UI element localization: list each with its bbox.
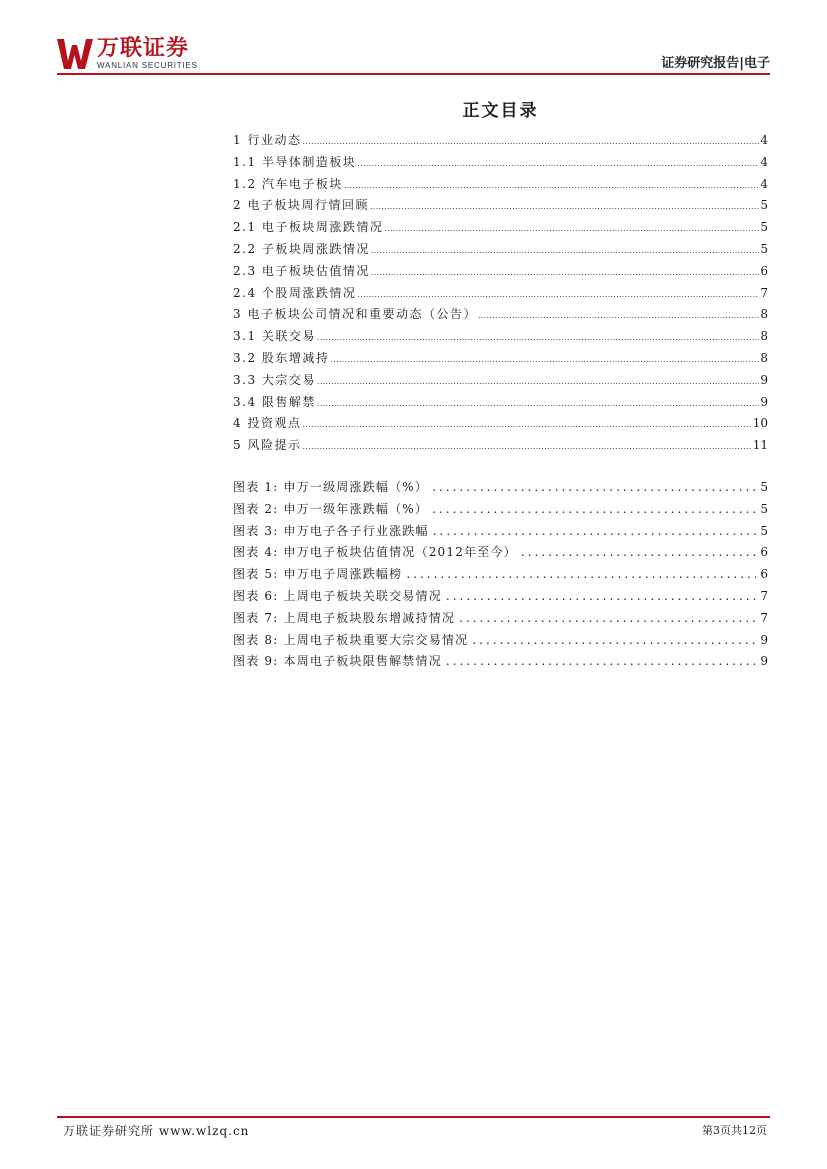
toc-entry-page: 8 <box>760 307 768 322</box>
table-of-contents <box>233 130 768 457</box>
figure-entry-page: 5 <box>760 501 768 516</box>
wanlian-logo-icon <box>57 37 93 71</box>
toc-entry[interactable] <box>233 370 768 392</box>
header-divider <box>57 73 770 75</box>
toc-entry[interactable] <box>233 304 768 326</box>
toc-entry[interactable] <box>233 174 768 196</box>
logo-english-name: WANLIAN SECURITIES <box>97 61 198 70</box>
toc-entry-page: 9 <box>760 394 768 409</box>
logo-chinese-name: 万联证券 <box>97 36 190 61</box>
footer-divider <box>57 1116 770 1118</box>
figure-entry-label: 图表 1: 申万一级周涨跌幅（%） <box>233 480 429 494</box>
figure-entry[interactable] <box>233 499 768 521</box>
leader-dots <box>446 586 756 608</box>
leader-dots <box>406 564 756 586</box>
figure-entry-page: 6 <box>760 567 768 582</box>
toc-entry[interactable] <box>233 195 768 217</box>
company-logo <box>57 36 198 72</box>
toc-entry[interactable] <box>233 239 768 261</box>
figure-entry-label: 图表 9: 本周电子板块限售解禁情况 <box>233 654 442 669</box>
figure-entry-label: 图表 7: 上周电子板块股东增减持情况 <box>233 610 456 625</box>
toc-entry-page: 6 <box>760 263 768 278</box>
figure-index <box>233 477 768 673</box>
toc-entry-page: 8 <box>760 350 768 365</box>
leader-dots <box>330 349 759 371</box>
toc-entry-page: 5 <box>760 241 768 256</box>
toc-entry-label: 3.4 限售解禁 <box>233 394 316 409</box>
figure-entry[interactable] <box>233 608 768 630</box>
figure-entry[interactable] <box>233 542 768 564</box>
leader-dots <box>384 218 759 240</box>
leader-dots <box>432 477 756 499</box>
toc-entry[interactable] <box>233 326 768 348</box>
figure-entry[interactable] <box>233 586 768 608</box>
toc-entry-label: 3.1 关联交易 <box>233 329 316 344</box>
leader-dots <box>302 414 751 436</box>
toc-entry-page: 4 <box>760 154 768 169</box>
toc-entry-label: 2.2 子板块周涨跌情况 <box>233 241 370 256</box>
leader-dots <box>478 305 759 327</box>
toc-entry-page: 4 <box>760 176 768 191</box>
toc-entry-label: 5 风险提示 <box>233 438 302 453</box>
toc-entry-label: 1 行业动态 <box>233 133 302 147</box>
figure-entry-label: 图表 8: 上周电子板块重要大宗交易情况 <box>233 632 469 647</box>
leader-dots <box>317 393 759 415</box>
figure-entry[interactable] <box>233 630 768 652</box>
toc-entry[interactable] <box>233 130 768 152</box>
toc-entry-label: 2 电子板块周行情回顾 <box>233 198 369 213</box>
leader-dots <box>472 630 756 652</box>
page-header <box>57 34 770 74</box>
leader-dots <box>459 608 756 630</box>
toc-entry[interactable] <box>233 413 768 435</box>
figure-entry-page: 9 <box>760 632 768 647</box>
toc-entry-label: 3.3 大宗交易 <box>233 372 316 387</box>
figure-entry-page: 7 <box>760 588 768 603</box>
toc-entry-page: 11 <box>752 438 768 453</box>
leader-dots <box>317 327 759 349</box>
figure-entry-page: 7 <box>760 610 768 625</box>
footer-institute: 万联证券研究所 www.wlzq.cn <box>63 1124 250 1138</box>
leader-dots <box>370 196 759 218</box>
toc-entry-page: 10 <box>752 416 768 431</box>
toc-entry[interactable] <box>233 217 768 239</box>
leader-dots <box>302 131 759 153</box>
toc-entry-label: 2.1 电子板块周涨跌情况 <box>233 220 384 235</box>
toc-entry[interactable] <box>233 435 768 457</box>
toc-entry-page: 5 <box>760 220 768 235</box>
page-number: 第3页共12页 <box>702 1124 767 1137</box>
leader-dots <box>371 262 759 284</box>
leader-dots <box>357 284 759 306</box>
figure-entry-page: 5 <box>760 480 768 494</box>
figure-entry-page: 5 <box>760 523 768 538</box>
toc-entry-label: 4 投资观点 <box>233 416 302 431</box>
figure-entry-label: 图表 6: 上周电子板块关联交易情况 <box>233 588 442 603</box>
toc-entry[interactable] <box>233 392 768 414</box>
toc-entry[interactable] <box>233 348 768 370</box>
leader-dots <box>317 371 759 393</box>
leader-dots <box>432 499 756 521</box>
toc-entry-page: 5 <box>760 198 768 213</box>
toc-entry-label: 2.4 个股周涨跌情况 <box>233 285 357 300</box>
figure-entry-label: 图表 3: 申万电子各子行业涨跌幅 <box>233 523 429 538</box>
figure-entry[interactable] <box>233 477 768 499</box>
toc-entry[interactable] <box>233 261 768 283</box>
toc-entry-label: 1.1 半导体制造板块 <box>233 154 357 169</box>
toc-entry-label: 1.2 汽车电子板块 <box>233 176 343 191</box>
figure-entry[interactable] <box>233 521 768 543</box>
toc-entry-page: 8 <box>760 329 768 344</box>
page-title: 正文目录 <box>462 101 539 121</box>
leader-dots <box>344 175 759 197</box>
figure-entry[interactable] <box>233 564 768 586</box>
figure-entry-label: 图表 2: 申万一级年涨跌幅（%） <box>233 501 429 516</box>
leader-dots <box>371 240 759 262</box>
leader-dots <box>357 153 759 175</box>
toc-entry-label: 3 电子板块公司情况和重要动态（公告） <box>233 307 477 322</box>
figure-entry[interactable] <box>233 651 768 673</box>
toc-entry[interactable] <box>233 283 768 305</box>
report-type: 证券研究报告|电子 <box>661 56 770 71</box>
leader-dots <box>521 542 757 564</box>
figure-entry-page: 6 <box>760 545 768 560</box>
leader-dots <box>302 436 751 458</box>
toc-entry[interactable] <box>233 152 768 174</box>
figure-entry-label: 图表 5: 申万电子周涨跌幅榜 <box>233 567 403 582</box>
toc-entry-page: 9 <box>760 372 768 387</box>
figure-entry-label: 图表 4: 申万电子板块估值情况（2012年至今） <box>233 545 517 560</box>
leader-dots <box>433 521 757 543</box>
toc-entry-page: 4 <box>760 133 768 147</box>
toc-entry-page: 7 <box>760 285 768 300</box>
figure-entry-page: 9 <box>760 654 768 669</box>
leader-dots <box>446 651 756 673</box>
toc-entry-label: 3.2 股东增减持 <box>233 350 330 365</box>
toc-entry-label: 2.3 电子板块估值情况 <box>233 263 370 278</box>
